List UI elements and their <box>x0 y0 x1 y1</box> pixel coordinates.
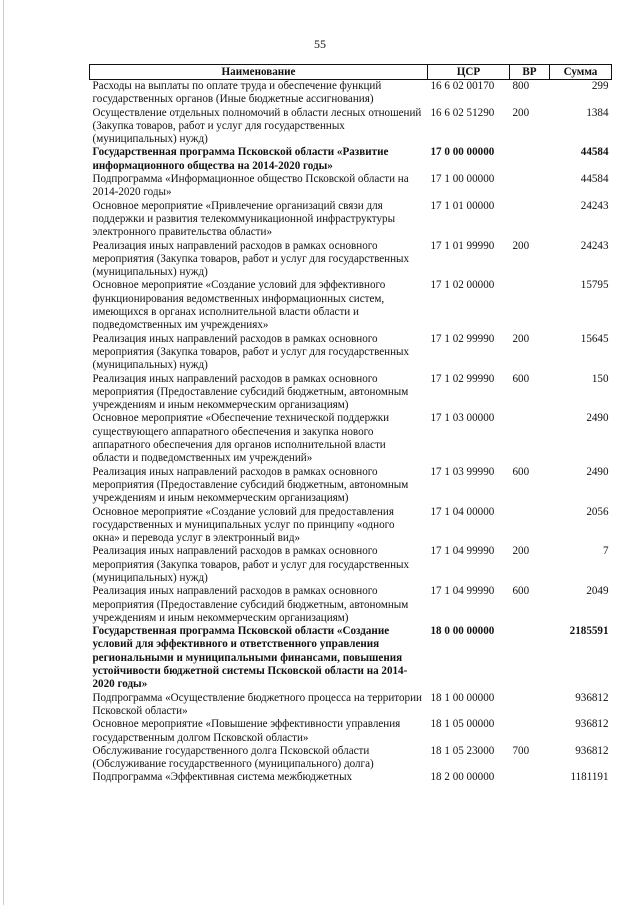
row-vr: 700 <box>512 744 530 757</box>
row-csr: 17 1 02 99990 <box>430 332 495 345</box>
table-row <box>90 107 612 147</box>
row-name: Подпрограмма «Информационное общество Псковской области на 2014-2020 годы» <box>92 173 409 199</box>
row-name: Реализация иных направлений расходов в рамках основного мероприятия (Закупка товаров, работ и услуг для государственных (муниципальных) нужд) <box>92 545 410 584</box>
row-name: Реализация иных направлений расходов в рамках основного мероприятия (Предоставление субсидий бюджетным, автономным учреждениям и иным некоммерческим организациям) <box>92 585 409 624</box>
table-row <box>90 718 612 745</box>
row-vr: 600 <box>512 372 530 385</box>
header-sum: Сумма <box>550 65 612 80</box>
table-row <box>90 173 612 200</box>
page-number: 55 <box>314 37 326 51</box>
table-row <box>90 771 612 784</box>
table-row <box>90 692 612 719</box>
row-vr <box>510 412 550 465</box>
row-vr <box>510 146 550 173</box>
row-csr: 17 1 02 00000 <box>430 279 495 292</box>
row-csr: 18 1 05 00000 <box>430 718 495 731</box>
row-name: Основное мероприятие «Создание условий для эффективного функционирования ведомственных информационных систем, имеющихся в органах исполнительной власти области и подведомственных им учреждениях» <box>92 279 386 332</box>
row-sum: 2185591 <box>569 625 609 638</box>
table-row <box>90 200 612 240</box>
row-csr: 17 1 02 99990 <box>430 372 495 385</box>
row-name: Расходы на выплаты по оплате труда и обеспечение функций государственных органов (Иные бюджетные ассигнования) <box>92 80 382 106</box>
row-sum: 1384 <box>586 106 609 119</box>
scan-edge <box>3 0 4 905</box>
row-sum: 936812 <box>575 718 609 731</box>
row-vr <box>510 692 550 719</box>
row-csr: 17 1 03 99990 <box>430 465 495 478</box>
row-name: Основное мероприятие «Повышение эффективности управления государственным долгом Псковской области» <box>92 718 401 744</box>
row-sum: 936812 <box>575 744 609 757</box>
table-row <box>90 745 612 772</box>
row-vr: 600 <box>512 465 530 478</box>
row-sum: 44584 <box>580 146 609 159</box>
row-name: Обслуживание государственного долга Псковской области (Обслуживание государственного (муниципального) долга) <box>92 744 374 771</box>
table-header-row <box>90 65 612 80</box>
row-name: Осуществление отдельных полномочий в области лесных отношений (Закупка товаров, работ и услуг для государственных (муниципальных) нужд) <box>92 106 422 146</box>
row-csr: 17 1 01 99990 <box>430 239 495 252</box>
row-sum: 299 <box>591 80 609 92</box>
row-sum: 2490 <box>586 412 609 425</box>
row-vr <box>510 506 550 546</box>
row-csr: 17 1 00 00000 <box>430 173 495 186</box>
table-body <box>90 80 612 785</box>
table-row <box>90 412 612 465</box>
row-vr: 200 <box>512 332 530 345</box>
row-name: Подпрограмма «Осуществление бюджетного процесса на территории Псковской области» <box>92 691 422 717</box>
header-vr: ВР <box>510 65 550 80</box>
row-vr <box>510 771 550 784</box>
row-name: Основное мероприятие «Обеспечение технической поддержки существующего аппаратного обеспечения и закупка нового аппаратного обеспечения для органов исполнительной власти области и подведомственных им учреждений» <box>92 412 390 465</box>
row-csr: 17 1 04 00000 <box>430 505 495 518</box>
row-name: Основное мероприятие «Привлечение организаций связи для поддержки и развития телекоммуникационной инфраструктуры электронного правительства области» <box>92 199 396 239</box>
row-csr: 18 1 05 23000 <box>430 744 495 757</box>
row-sum: 150 <box>591 372 609 385</box>
row-csr: 16 6 02 51290 <box>430 106 495 119</box>
row-sum: 2056 <box>586 505 609 518</box>
table-row <box>90 80 612 107</box>
row-name: Реализация иных направлений расходов в рамках основного мероприятия (Предоставление субсидий бюджетным, автономным учреждениям и иным некоммерческим организациям) <box>92 372 409 412</box>
header-csr: ЦСР <box>428 65 510 80</box>
row-sum: 7 <box>602 545 609 558</box>
row-csr: 18 1 00 00000 <box>430 691 495 704</box>
row-csr: 17 1 04 99990 <box>430 545 495 558</box>
table-row <box>90 545 612 585</box>
row-name: Реализация иных направлений расходов в рамках основного мероприятия (Предоставление субсидий бюджетным, автономным учреждениям и иным некоммерческим организациям) <box>92 465 409 505</box>
row-csr: 17 1 01 00000 <box>430 199 495 212</box>
row-sum: 2490 <box>586 465 609 478</box>
table-row <box>90 373 612 413</box>
row-sum: 15645 <box>580 332 609 345</box>
row-vr: 200 <box>512 239 530 252</box>
row-csr: 17 1 04 99990 <box>430 585 495 598</box>
row-vr: 800 <box>512 80 530 92</box>
table-row <box>90 333 612 373</box>
row-vr <box>510 173 550 200</box>
row-vr <box>510 279 550 332</box>
table-row <box>90 240 612 280</box>
row-name: Подпрограмма «Эффективная система межбюджетных <box>92 771 353 784</box>
budget-table <box>89 64 612 785</box>
row-sum: 1181191 <box>570 771 609 784</box>
row-sum: 15795 <box>580 279 609 292</box>
row-vr: 600 <box>512 585 530 598</box>
row-name: Реализация иных направлений расходов в рамках основного мероприятия (Закупка товаров, работ и услуг для государственных (муниципальных) нужд) <box>92 239 410 279</box>
table-row <box>90 585 612 625</box>
row-csr: 17 1 03 00000 <box>430 412 495 425</box>
header-name: Наименование <box>90 65 428 80</box>
row-csr: 18 2 00 00000 <box>430 771 495 784</box>
table-row <box>90 146 612 173</box>
table-row <box>90 625 612 691</box>
row-vr <box>510 718 550 745</box>
table-row <box>90 279 612 332</box>
row-sum: 2049 <box>586 585 609 598</box>
row-vr: 200 <box>512 545 530 558</box>
row-name: Основное мероприятие «Создание условий для предоставления государственных и муниципальных услуг по принципу «одного окна» и перевода услуг в электронный вид» <box>92 505 395 545</box>
row-sum: 24243 <box>580 239 609 252</box>
row-name: Государственная программа Псковской области «Развитие информационного общества на 2014-2020 годы» <box>92 146 389 172</box>
table-row <box>90 506 612 546</box>
row-vr <box>510 625 550 691</box>
row-vr <box>510 200 550 240</box>
row-sum: 24243 <box>580 199 609 212</box>
row-name: Реализация иных направлений расходов в рамках основного мероприятия (Закупка товаров, работ и услуг для государственных (муниципальных) нужд) <box>92 332 410 372</box>
row-csr: 18 0 00 00000 <box>430 625 495 638</box>
table-row <box>90 466 612 506</box>
row-csr: 16 6 02 00170 <box>430 80 495 92</box>
row-sum: 936812 <box>575 691 609 704</box>
row-csr: 17 0 00 00000 <box>430 146 495 159</box>
row-vr: 200 <box>512 106 530 119</box>
row-sum: 44584 <box>580 173 609 186</box>
row-name: Государственная программа Псковской области «Создание условий для эффективного и ответственного управления региональными и муниципальными финансами, повышения устойчивости бюджетной системы Псковской области на 2014-2020 годы» <box>92 625 408 691</box>
